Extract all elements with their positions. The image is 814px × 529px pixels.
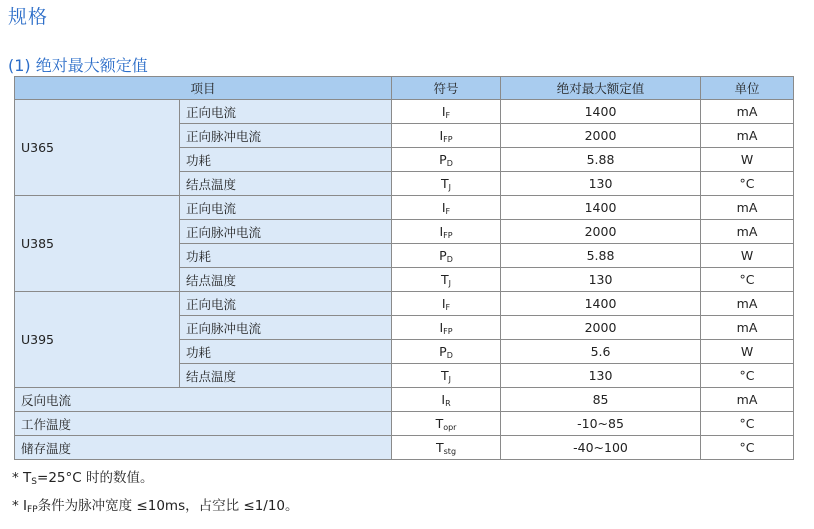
footnote-1-prefix: * T xyxy=(12,470,32,486)
symbol-main: T xyxy=(441,175,449,191)
table-header-row xyxy=(15,77,794,100)
value-cell: 1400 xyxy=(501,196,701,220)
param-cell: 正向电流 xyxy=(180,292,392,316)
symbol-main: P xyxy=(439,343,447,359)
unit-cell: mA xyxy=(701,316,794,340)
symbol-cell xyxy=(392,436,501,460)
symbol-main: I xyxy=(439,319,444,335)
unit-cell: °C xyxy=(701,364,794,388)
value-cell: 5.88 xyxy=(501,148,701,172)
value-cell: 85 xyxy=(501,388,701,412)
symbol-sub: FP xyxy=(443,326,453,336)
param-cell: 结点温度 xyxy=(180,172,392,196)
symbol-sub: FP xyxy=(443,230,453,240)
symbol-main: T xyxy=(436,439,444,455)
table-row xyxy=(15,388,794,412)
symbol-sub: J xyxy=(448,278,452,288)
symbol-main: I xyxy=(441,103,446,119)
footnote-1-sub: S xyxy=(31,477,38,487)
symbol-cell xyxy=(392,196,501,220)
symbol-main: I xyxy=(441,295,446,311)
symbol-cell xyxy=(392,220,501,244)
footnote-1 xyxy=(12,466,299,494)
symbol-main: P xyxy=(439,247,447,263)
param-cell: 正向脉冲电流 xyxy=(180,316,392,340)
param-cell: 结点温度 xyxy=(180,364,392,388)
symbol-main: I xyxy=(441,199,446,215)
symbol-sub: FP xyxy=(443,134,453,144)
table-row xyxy=(15,436,794,460)
model-cell: U385 xyxy=(15,196,180,292)
unit-cell: W xyxy=(701,148,794,172)
symbol-cell xyxy=(392,412,501,436)
table-row xyxy=(15,292,794,316)
symbol-main: T xyxy=(435,415,444,431)
param-cell: 功耗 xyxy=(180,148,392,172)
param-cell: 正向电流 xyxy=(180,100,392,124)
table-row xyxy=(15,412,794,436)
symbol-main: P xyxy=(439,151,447,167)
table-row xyxy=(15,100,794,124)
header-rating: 绝对最大额定值 xyxy=(501,77,701,100)
value-cell: 130 xyxy=(501,172,701,196)
footnote-2 xyxy=(12,494,299,522)
value-cell: 1400 xyxy=(501,292,701,316)
symbol-main: I xyxy=(441,391,446,407)
symbol-sub: stg xyxy=(443,446,457,456)
symbol-cell xyxy=(392,244,501,268)
value-cell: 2000 xyxy=(501,124,701,148)
value-cell: 130 xyxy=(501,364,701,388)
unit-cell: mA xyxy=(701,100,794,124)
unit-cell: mA xyxy=(701,388,794,412)
value-cell: 5.88 xyxy=(501,244,701,268)
value-cell: 2000 xyxy=(501,220,701,244)
symbol-sub: J xyxy=(448,182,452,192)
param-cell: 储存温度 xyxy=(15,436,392,460)
unit-cell: mA xyxy=(701,124,794,148)
unit-cell: mA xyxy=(701,196,794,220)
value-cell: 2000 xyxy=(501,316,701,340)
symbol-cell xyxy=(392,268,501,292)
symbol-sub: opr xyxy=(443,422,457,432)
model-cell: U365 xyxy=(15,100,180,196)
symbol-cell xyxy=(392,388,501,412)
symbol-cell xyxy=(392,292,501,316)
symbol-sub: J xyxy=(448,374,452,384)
symbol-main: T xyxy=(441,367,449,383)
unit-cell: W xyxy=(701,244,794,268)
footnote-2-prefix: * I xyxy=(12,498,28,514)
value-cell: 5.6 xyxy=(501,340,701,364)
header-unit: 单位 xyxy=(701,77,794,100)
footnote-2-sub: FP xyxy=(27,505,38,515)
symbol-cell xyxy=(392,364,501,388)
symbol-cell xyxy=(392,100,501,124)
symbol-cell xyxy=(392,340,501,364)
symbol-sub: D xyxy=(446,254,453,264)
unit-cell: °C xyxy=(701,172,794,196)
footnote-2-text: 条件为脉冲宽度 ≤10ms，占空比 ≤1/10。 xyxy=(37,498,299,514)
value-cell: 130 xyxy=(501,268,701,292)
symbol-main: I xyxy=(439,223,444,239)
section-title: (1) 绝对最大额定值 xyxy=(8,56,148,75)
symbol-sub: F xyxy=(445,302,451,312)
symbol-sub: F xyxy=(445,206,451,216)
unit-cell: °C xyxy=(701,436,794,460)
footnote-1-text: =25°C 时的数值。 xyxy=(37,470,154,486)
param-cell: 工作温度 xyxy=(15,412,392,436)
param-cell: 功耗 xyxy=(180,244,392,268)
header-item: 项目 xyxy=(15,77,392,100)
param-cell: 正向脉冲电流 xyxy=(180,124,392,148)
symbol-sub: D xyxy=(446,350,453,360)
param-cell: 反向电流 xyxy=(15,388,392,412)
param-cell: 正向脉冲电流 xyxy=(180,220,392,244)
symbol-cell xyxy=(392,124,501,148)
symbol-sub: F xyxy=(445,110,451,120)
symbol-cell xyxy=(392,316,501,340)
unit-cell: °C xyxy=(701,268,794,292)
symbol-sub: D xyxy=(446,158,453,168)
unit-cell: mA xyxy=(701,292,794,316)
table-row xyxy=(15,196,794,220)
symbol-main: T xyxy=(441,271,449,287)
header-symbol: 符号 xyxy=(392,77,501,100)
value-cell: -40~100 xyxy=(501,436,701,460)
value-cell: -10~85 xyxy=(501,412,701,436)
symbol-cell xyxy=(392,148,501,172)
unit-cell: mA xyxy=(701,220,794,244)
symbol-cell xyxy=(392,172,501,196)
param-cell: 功耗 xyxy=(180,340,392,364)
param-cell: 正向电流 xyxy=(180,196,392,220)
symbol-main: I xyxy=(439,127,444,143)
unit-cell: °C xyxy=(701,412,794,436)
value-cell: 1400 xyxy=(501,100,701,124)
model-cell: U395 xyxy=(15,292,180,388)
unit-cell: W xyxy=(701,340,794,364)
symbol-sub: R xyxy=(445,398,451,408)
page-title: 规格 xyxy=(8,6,49,28)
absolute-max-ratings-table xyxy=(14,76,794,460)
param-cell: 结点温度 xyxy=(180,268,392,292)
footnotes xyxy=(12,466,299,522)
